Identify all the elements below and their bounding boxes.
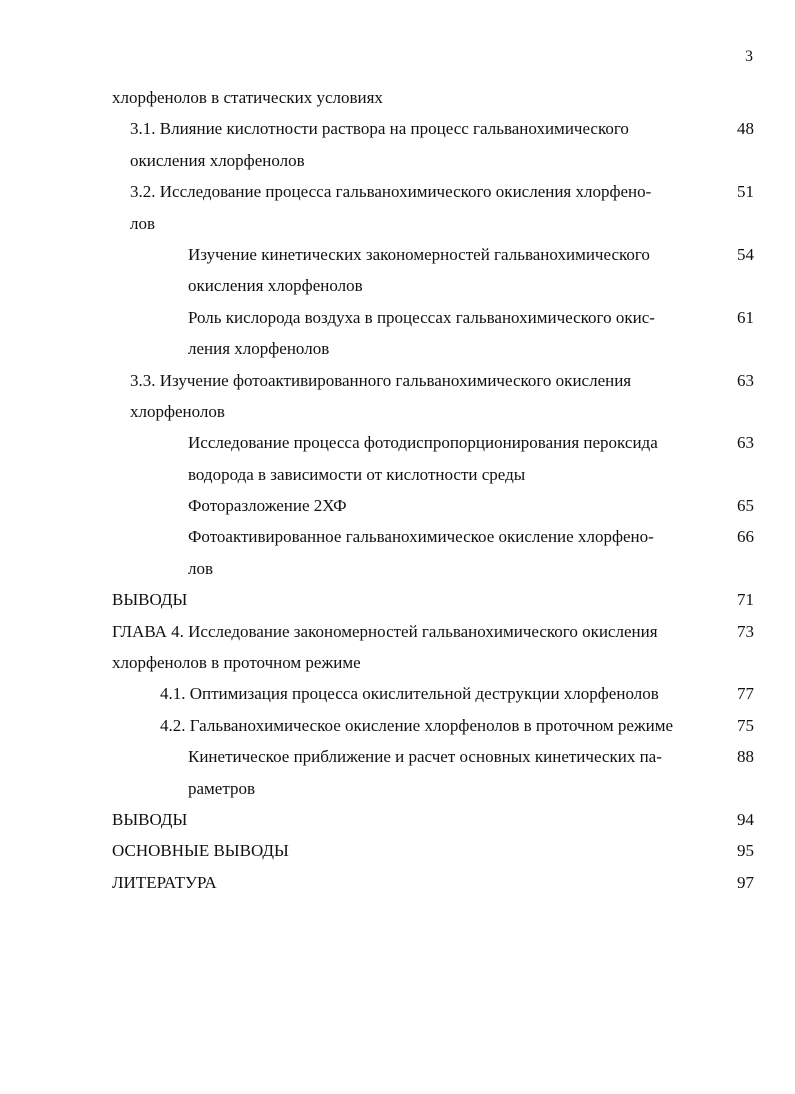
toc-page: 94 [737,809,754,829]
toc-line [0,270,795,301]
toc-page: 63 [737,370,754,390]
toc-page: 95 [737,841,754,861]
toc-line [0,145,795,176]
toc-text: Роль кислорода воздуха в процессах гальванохимического окис- [188,307,655,327]
toc-line [0,113,795,144]
toc-line [0,678,795,709]
toc-page: 48 [737,119,754,139]
toc-line [0,616,795,647]
toc-line [0,333,795,364]
toc-page: 66 [737,527,754,547]
toc-line [0,239,795,270]
toc-text: Фотоактивированное гальванохимическое окисление хлорфено- [188,527,654,547]
toc-text: ления хлорфенолов [188,339,330,359]
toc-text: окисления хлорфенолов [188,276,363,296]
toc-text: лов [130,213,156,233]
table-of-contents [0,82,795,898]
toc-page: 97 [737,872,754,892]
toc-text: Кинетическое приближение и расчет основных кинетических па- [188,747,662,767]
toc-text: водорода в зависимости от кислотности среды [188,464,526,484]
toc-page: 51 [737,182,754,202]
toc-text: Фоторазложение 2ХФ [188,496,347,516]
toc-page: 65 [737,496,754,516]
toc-line [0,521,795,552]
toc-text: ВЫВОДЫ [112,809,188,829]
toc-line [0,365,795,396]
toc-line [0,553,795,584]
toc-page: 77 [737,684,754,704]
toc-text: ЛИТЕРАТУРА [112,872,217,892]
toc-line [0,427,795,458]
toc-text: лов [188,558,214,578]
toc-page: 75 [737,715,754,735]
toc-text: 4.2. Гальванохимическое окисление хлорфенолов в проточном режиме [160,715,674,735]
toc-line [0,208,795,239]
toc-text: раметров [188,778,256,798]
toc-line [0,804,795,835]
toc-text: Исследование процесса фотодиспропорционирования пероксида [188,433,658,453]
toc-page: 54 [737,244,754,264]
toc-page: 71 [737,590,754,610]
toc-line [0,773,795,804]
toc-line [0,835,795,866]
page-number: 3 [745,48,753,65]
toc-text: 3.2. Исследование процесса гальванохимического окисления хлорфено- [130,182,652,202]
toc-text: ВЫВОДЫ [112,590,188,610]
toc-line [0,396,795,427]
toc-text: хлорфенолов в статических условиях [112,88,383,107]
toc-text: окисления хлорфенолов [130,150,305,170]
toc-text: 3.3. Изучение фотоактивированного гальванохимического окисления [130,370,632,390]
toc-line [0,302,795,333]
toc-page: 63 [737,433,754,453]
toc-text: ОСНОВНЫЕ ВЫВОДЫ [112,841,289,861]
toc-line [0,176,795,207]
toc-page: 88 [737,747,754,767]
toc-line [0,584,795,615]
toc-line [0,867,795,898]
toc-text: хлорфенолов в проточном режиме [112,653,361,673]
toc-page: 73 [737,621,754,641]
toc-text: хлорфенолов [130,401,225,421]
toc-line [0,490,795,521]
toc-line [0,710,795,741]
toc-text: ГЛАВА 4. Исследование закономерностей гальванохимического окисления [112,621,658,641]
toc-line [0,82,795,113]
toc-text: 3.1. Влияние кислотности раствора на процесс гальванохимического [130,119,629,139]
toc-text: Изучение кинетических закономерностей гальванохимического [188,244,650,264]
toc-text: 4.1. Оптимизация процесса окислительной деструкции хлорфенолов [160,684,659,704]
toc-line [0,647,795,678]
toc-page: 61 [737,307,754,327]
toc-line [0,459,795,490]
toc-line [0,741,795,772]
